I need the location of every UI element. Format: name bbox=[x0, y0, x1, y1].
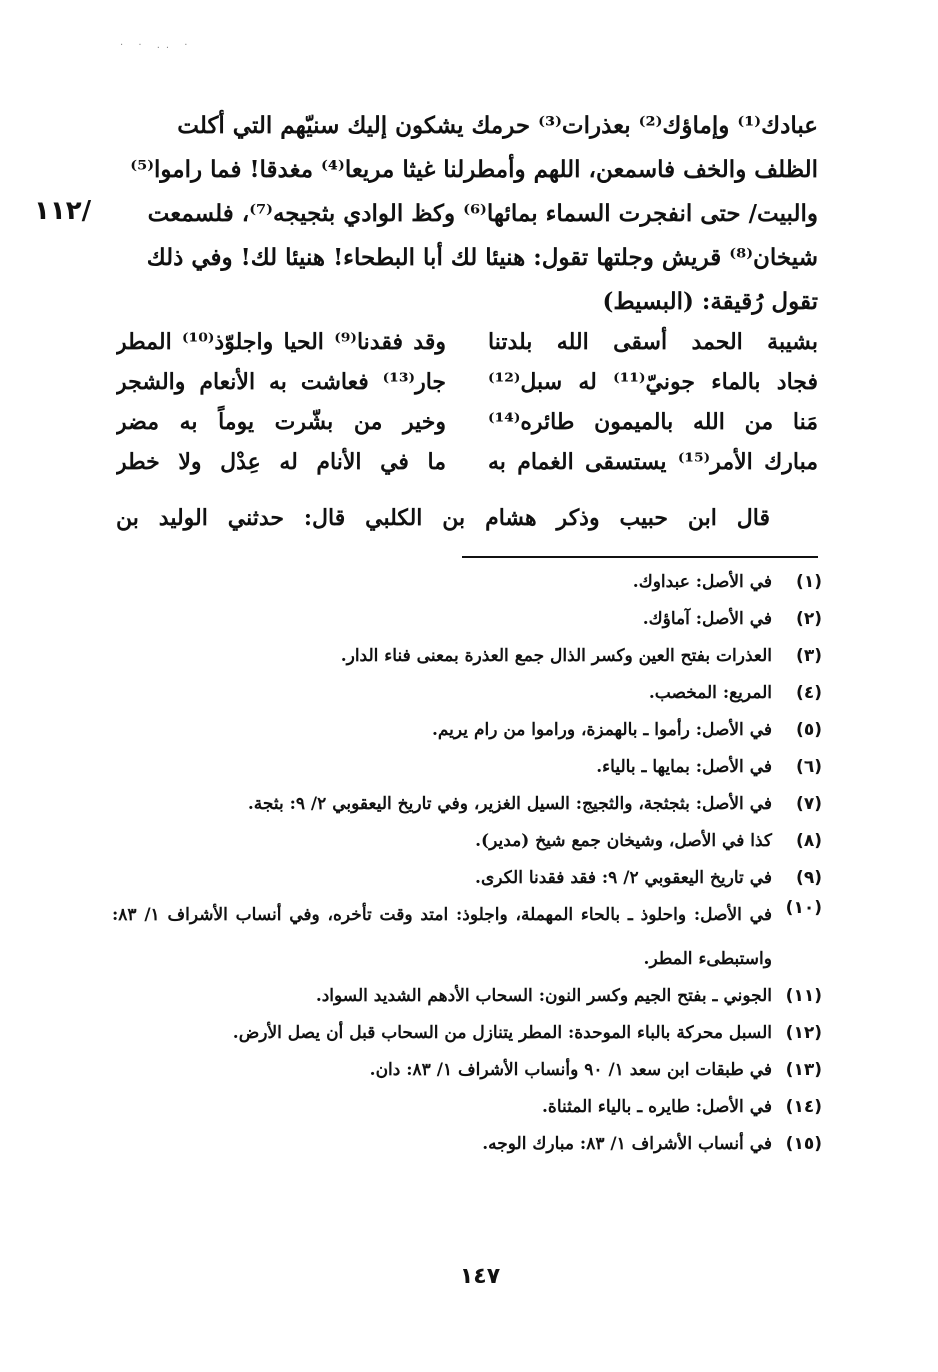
verse-first-hemistich: فجاد بالماء جونيّ⁽¹¹⁾ له سبل⁽¹²⁾ bbox=[488, 369, 818, 395]
footnote-text: في الأصل: طايره ـ بالياء المثناة. bbox=[542, 1097, 772, 1117]
footnote bbox=[112, 678, 822, 708]
footnote-text: كذا في الأصل، وشيخان جمع شيخ (مدير). bbox=[475, 831, 772, 851]
footnote-number: (١١) bbox=[785, 986, 822, 1006]
footnote-text: في الأصل: عبداوك. bbox=[632, 572, 772, 592]
prose-line: الظلف والخف فاسمعن، اللهم وأمطرلنا غيثا مريعا⁽⁴⁾ مغدقا! فما راموا⁽⁵⁾ bbox=[130, 156, 818, 183]
verse-first-hemistich: مبارك الأمر⁽¹⁵⁾ يستسقى الغمام به bbox=[488, 449, 818, 475]
footnote bbox=[112, 1055, 822, 1085]
footnote-number: (١٢) bbox=[785, 1023, 822, 1043]
prose-line: والبيت/ حتى انفجرت السماء بمائها⁽⁶⁾ وكظ الوادي بثجيجه⁽⁷⁾، فلسمعت bbox=[147, 200, 818, 227]
footnote bbox=[112, 826, 822, 856]
poem-verse bbox=[116, 322, 818, 362]
continuation-line: قال ابن حبيب وذكر هشام بن الكلبي قال: حدثني الوليد بن bbox=[116, 505, 770, 531]
scan-noise: · · .. · bbox=[120, 40, 194, 51]
footnote bbox=[112, 715, 822, 745]
footnote-text: السبل محركة بالباء الموحدة: المطر يتنازل من السحاب قبل أن يصل الأرض. bbox=[232, 1023, 772, 1043]
footnotes bbox=[112, 567, 822, 1166]
poem-verse bbox=[116, 442, 818, 482]
prose-line: عبادك⁽¹⁾ وإماؤك⁽²⁾ بعذرات⁽³⁾ حرمك يشكون إليك سنيّهم التي أكلت bbox=[177, 112, 818, 139]
footnote-text: في الأصل: آماؤك. bbox=[642, 609, 772, 629]
verse-second-hemistich: جار⁽¹³⁾ فعاشت به الأنعام والشجر bbox=[116, 369, 446, 395]
footnote bbox=[112, 1129, 822, 1159]
prose-line: تقول رُقيقة: (البسيط) bbox=[602, 288, 818, 315]
footnote-text: في الأصل: بمايها ـ بالياء. bbox=[596, 757, 772, 777]
verse-second-hemistich: وخير من بشّرت يوماً به مضر bbox=[116, 409, 446, 435]
footnote bbox=[112, 789, 822, 819]
footnote-number: (١٠) bbox=[785, 898, 822, 918]
footnote-number: (١٣) bbox=[785, 1060, 822, 1080]
footnote-text: المريع: المخصب. bbox=[648, 683, 772, 703]
footnote-number: (٦) bbox=[796, 757, 822, 777]
footnote bbox=[112, 981, 822, 1011]
prose-paragraph bbox=[118, 104, 818, 324]
footnote-text: في الأصل: بثجثجة، والثجيج: السيل الغزير، وفي تاريخ اليعقوبي ٢/ ٩: بثجة. bbox=[247, 794, 772, 814]
footnote-text: في الأصل: رأموا ـ بالهمزة، وراموا من رام يريم. bbox=[431, 720, 772, 740]
footnote bbox=[112, 641, 822, 671]
verse-second-hemistich: ما في الأنام له عِدْل ولا خطر bbox=[116, 449, 446, 475]
footnote-number: (٨) bbox=[796, 831, 822, 851]
verse-first-hemistich: مَنا من الله بالميمون طائره⁽¹⁴⁾ bbox=[488, 409, 818, 435]
prose-line: شيخان⁽⁸⁾ قريش وجلتها تقول: هنيئا لك أبا البطحاء! هنيئا لك! وفي ذلك bbox=[146, 244, 818, 271]
footnote-text: في أنساب الأشراف ١/ ٨٣: مبارك الوجه. bbox=[482, 1134, 772, 1154]
verse-second-hemistich: وقد فقدنا⁽⁹⁾ الحيا واجلوّذ⁽¹⁰⁾ المطر bbox=[116, 329, 446, 355]
footnote-number: (١٤) bbox=[785, 1097, 822, 1117]
margin-page-reference: ١١٢/ bbox=[34, 196, 92, 226]
poem bbox=[116, 322, 818, 482]
footnote-number: (٢) bbox=[796, 609, 822, 629]
footnote bbox=[112, 1018, 822, 1048]
footnote-number: (٧) bbox=[796, 794, 822, 814]
verse-first-hemistich: بشيبة الحمد أسقى الله بلدتنا bbox=[488, 329, 818, 355]
footnote-number: (٩) bbox=[796, 868, 822, 888]
footnote bbox=[112, 863, 822, 893]
footnote-number: (٤) bbox=[796, 683, 822, 703]
footnote bbox=[112, 567, 822, 597]
footnote bbox=[112, 893, 822, 981]
footnote-text: في الأصل: واحلوذ ـ بالحاء المهملة، واجلوذ: امتد وقت تأخره، وفي أنساب الأشراف ١/ ٨٣: واستبطىء المطر. bbox=[112, 905, 772, 969]
footnote bbox=[112, 752, 822, 782]
footnote-separator bbox=[462, 556, 818, 558]
footnote-text: الجوني ـ بفتح الجيم وكسر النون: السحاب الأدهم الشديد السواد. bbox=[315, 986, 772, 1006]
footnote-text: العذرات بفتح العين وكسر الذال جمع العذرة بمعنى فناء الدار. bbox=[340, 646, 772, 666]
footnote-number: (٣) bbox=[796, 646, 822, 666]
footnote-number: (١٥) bbox=[785, 1134, 822, 1154]
page-number: ١٤٧ bbox=[459, 1264, 501, 1289]
footnote-number: (٥) bbox=[796, 720, 822, 740]
poem-verse bbox=[116, 402, 818, 442]
footnote-number: (١) bbox=[796, 572, 822, 592]
poem-verse bbox=[116, 362, 818, 402]
footnote-text: في تاريخ اليعقوبي ٢/ ٩: فقد فقدنا الكرى. bbox=[475, 868, 772, 888]
footnote-text: في طبقات ابن سعد ١/ ٩٠ وأنساب الأشراف ١/ ٨٣: دان. bbox=[369, 1060, 772, 1080]
footnote bbox=[112, 1092, 822, 1122]
footnote bbox=[112, 604, 822, 634]
